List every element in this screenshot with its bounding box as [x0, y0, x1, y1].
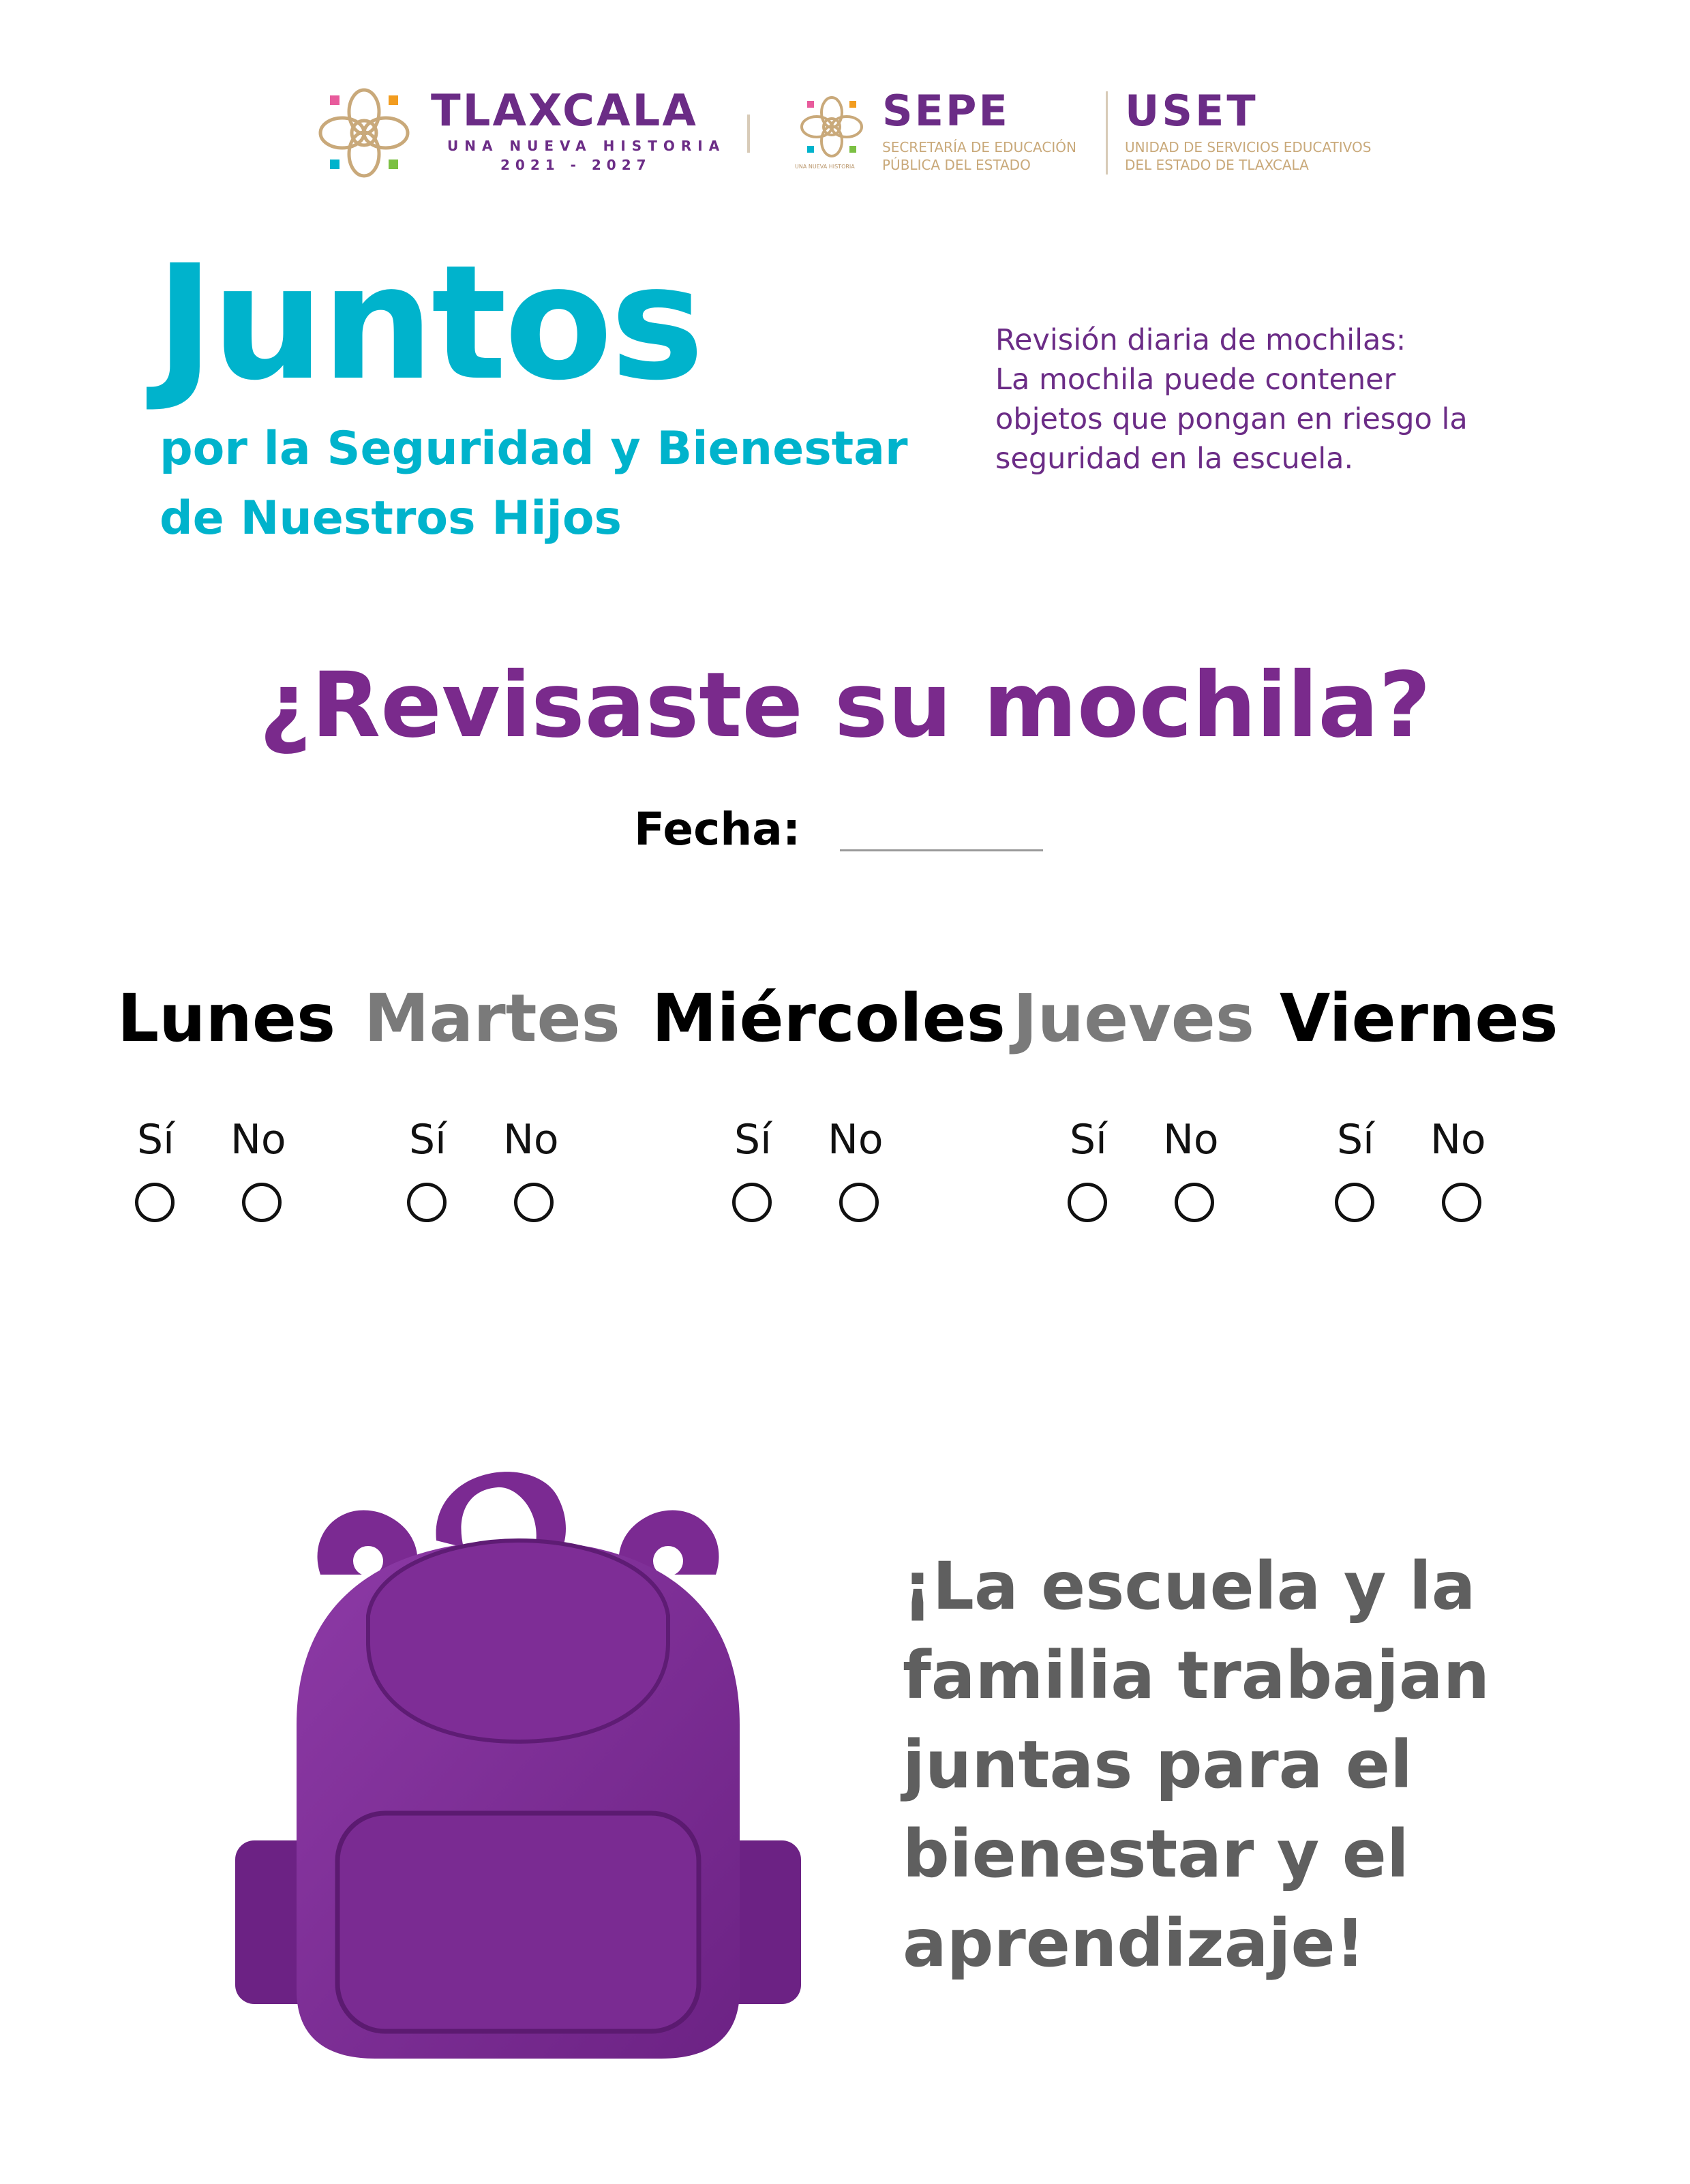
lunes-no-radio[interactable] [242, 1183, 282, 1222]
intro-line: objetos que pongan en riesgo la [995, 402, 1468, 436]
intro-text [995, 320, 1468, 479]
tlaxcala-flower-logo-icon [316, 87, 412, 179]
closing-line: aprendizaje! [903, 1905, 1365, 1982]
intro-line: seguridad en la escuela. [995, 442, 1354, 476]
tlaxcala-logo-subtitle: UNA NUEVA HISTORIA [447, 138, 726, 154]
campaign-subtitle [160, 414, 908, 553]
sepe-logo-line2: PÚBLICA DEL ESTADO [882, 157, 1031, 173]
no-label: No [1163, 1116, 1219, 1164]
tlaxcala-logo-title: TLAXCALA [431, 86, 698, 136]
no-label: No [230, 1116, 286, 1164]
sepe-logo-title: SEPE [882, 86, 1010, 136]
sepe-logo-tagline: UNA NUEVA HISTORIA [795, 164, 855, 170]
date-label: Fecha: [634, 803, 801, 855]
yes-label: Sí [409, 1116, 447, 1164]
yes-label: Sí [1070, 1116, 1107, 1164]
date-field[interactable] [840, 849, 1043, 851]
martes-no-radio[interactable] [514, 1183, 554, 1222]
backpack-illustration-icon [225, 1438, 811, 2065]
day-label-martes: Martes [364, 980, 620, 1057]
jueves-yes-radio[interactable] [1068, 1183, 1107, 1222]
sepe-flower-logo-icon [799, 95, 864, 158]
day-label-lunes: Lunes [117, 980, 336, 1057]
miercoles-yes-radio[interactable] [732, 1183, 772, 1222]
header-divider [747, 115, 750, 153]
no-label: No [828, 1116, 884, 1164]
campaign-subtitle-line: por la Seguridad y Bienestar [160, 422, 908, 476]
day-label-viernes: Viernes [1280, 980, 1558, 1057]
closing-line: familia trabajan [903, 1637, 1490, 1714]
closing-line: ¡La escuela y la [903, 1548, 1476, 1624]
header-divider [1106, 91, 1108, 175]
martes-yes-radio[interactable] [407, 1183, 447, 1222]
tlaxcala-logo-years: 2021 - 2027 [500, 157, 652, 173]
closing-message [903, 1542, 1490, 1988]
campaign-subtitle-line: de Nuestros Hijos [160, 491, 622, 545]
uset-logo-line1: UNIDAD DE SERVICIOS EDUCATIVOS [1125, 139, 1372, 155]
closing-line: bienestar y el [903, 1816, 1409, 1892]
yes-label: Sí [734, 1116, 772, 1164]
viernes-yes-radio[interactable] [1335, 1183, 1374, 1222]
jueves-no-radio[interactable] [1175, 1183, 1214, 1222]
day-label-jueves: Jueves [1013, 980, 1254, 1057]
yes-label: Sí [137, 1116, 175, 1164]
intro-line: Revisión diaria de mochilas: [995, 323, 1406, 357]
day-label-miercoles: Miércoles [652, 980, 1006, 1057]
campaign-title: Juntos [155, 231, 702, 415]
lunes-yes-radio[interactable] [135, 1183, 175, 1222]
no-label: No [503, 1116, 559, 1164]
viernes-no-radio[interactable] [1442, 1183, 1481, 1222]
question-heading: ¿Revisaste su mochila? [259, 653, 1431, 758]
intro-line: La mochila puede contener [995, 363, 1396, 397]
uset-logo-title: USET [1125, 86, 1258, 136]
sepe-logo-line1: SECRETARÍA DE EDUCACIÓN [882, 139, 1076, 155]
no-label: No [1430, 1116, 1486, 1164]
yes-label: Sí [1337, 1116, 1374, 1164]
uset-logo-line2: DEL ESTADO DE TLAXCALA [1125, 157, 1309, 173]
closing-line: juntas para el [903, 1727, 1413, 1803]
miercoles-no-radio[interactable] [839, 1183, 879, 1222]
